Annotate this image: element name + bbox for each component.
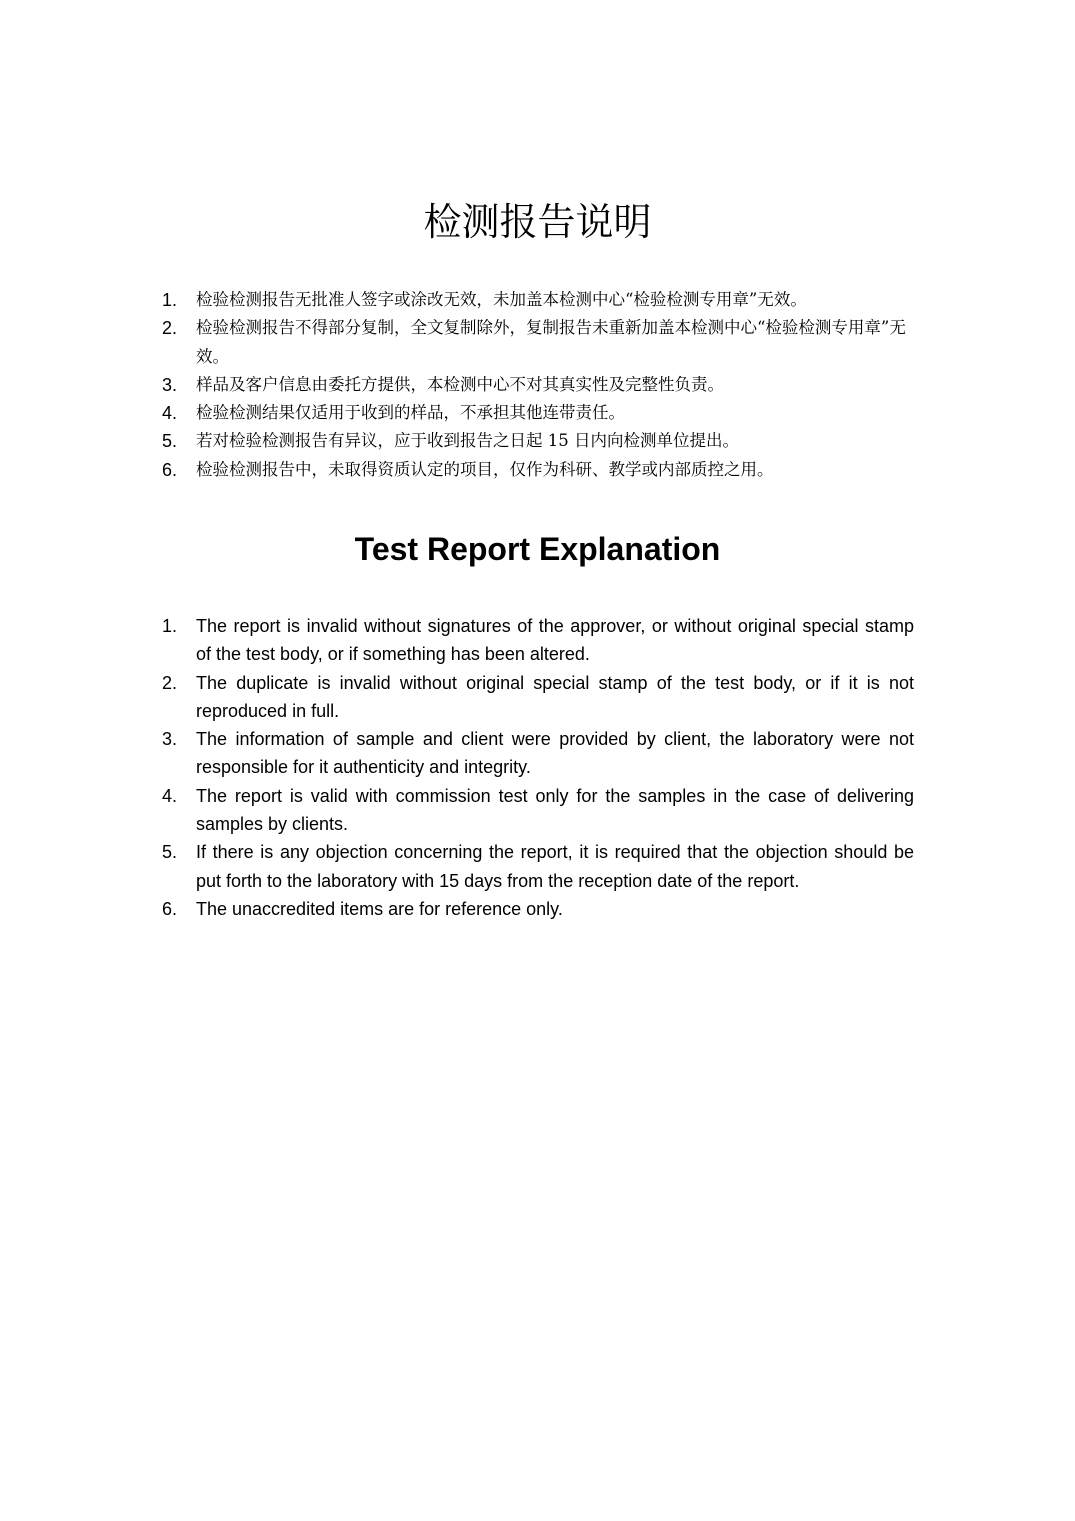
note-item-en-4	[162, 782, 914, 839]
note-item-en-2	[162, 669, 914, 726]
note-item-en-6	[162, 895, 914, 923]
note-text: 检验检测报告中，未取得资质认定的项目，仅作为科研、教学或内部质控之用。	[196, 459, 774, 479]
note-number: 4.	[162, 403, 178, 424]
note-item-cn-4	[162, 399, 914, 427]
note-number: 2.	[162, 318, 178, 339]
note-item-cn-1	[162, 286, 914, 314]
title-chinese: 检测报告说明	[423, 200, 652, 244]
title-english: Test Report Explanation	[354, 531, 721, 567]
note-number: 2.	[162, 672, 178, 693]
note-item-en-1	[162, 612, 914, 669]
note-text: The report is invalid without signatures of the approver, or without original special stamp of the test body, or if something has been altered.	[196, 616, 914, 665]
notes-list-chinese	[162, 286, 914, 484]
note-text: The duplicate is invalid without original special stamp of the test body, or if it is not reproduced in full.	[196, 672, 914, 721]
note-text: 样品及客户信息由委托方提供，本检测中心不对其真实性及完整性负责。	[196, 374, 724, 394]
note-number: 1.	[162, 290, 178, 310]
note-number: 4.	[162, 785, 178, 806]
note-item-cn-2	[162, 314, 914, 371]
note-item-en-5	[162, 838, 914, 895]
note-text: 检验检测报告无批准人签字或涂改无效，未加盖本检测中心“检验检测专用章”无效。	[196, 290, 807, 309]
note-text: The information of sample and client were provided by client, the laboratory were not responsible for it authenticity and integrity.	[196, 729, 914, 778]
note-text: The report is valid with commission test only for the samples in the case of delivering samples by clients.	[196, 785, 914, 835]
note-item-en-3	[162, 725, 914, 782]
note-number: 1.	[162, 616, 178, 636]
note-item-cn-6	[162, 456, 914, 484]
note-number: 5.	[162, 431, 178, 452]
note-text: 若对检验检测报告有异议，应于收到报告之日起 15 日内向检测单位提出。	[196, 431, 739, 451]
note-number: 3.	[162, 729, 178, 750]
note-text: 检验检测结果仅适用于收到的样品，不承担其他连带责任。	[196, 403, 625, 423]
note-text: 检验检测报告不得部分复制，全文复制除外，复制报告未重新加盖本检测中心“检验检测专用章”无效。	[196, 318, 906, 366]
note-number: 5.	[162, 842, 178, 863]
note-item-cn-5	[162, 427, 914, 455]
note-number: 6.	[162, 898, 178, 919]
note-number: 6.	[162, 459, 178, 480]
note-text: The unaccredited items are for reference only.	[196, 898, 563, 919]
note-number: 3.	[162, 374, 178, 395]
note-text: If there is any objection concerning the report, it is required that the objection should be put forth to the laboratory with 15 days from the reception date of the report.	[196, 842, 914, 891]
notes-list-english	[162, 612, 914, 923]
note-item-cn-3	[162, 371, 914, 399]
